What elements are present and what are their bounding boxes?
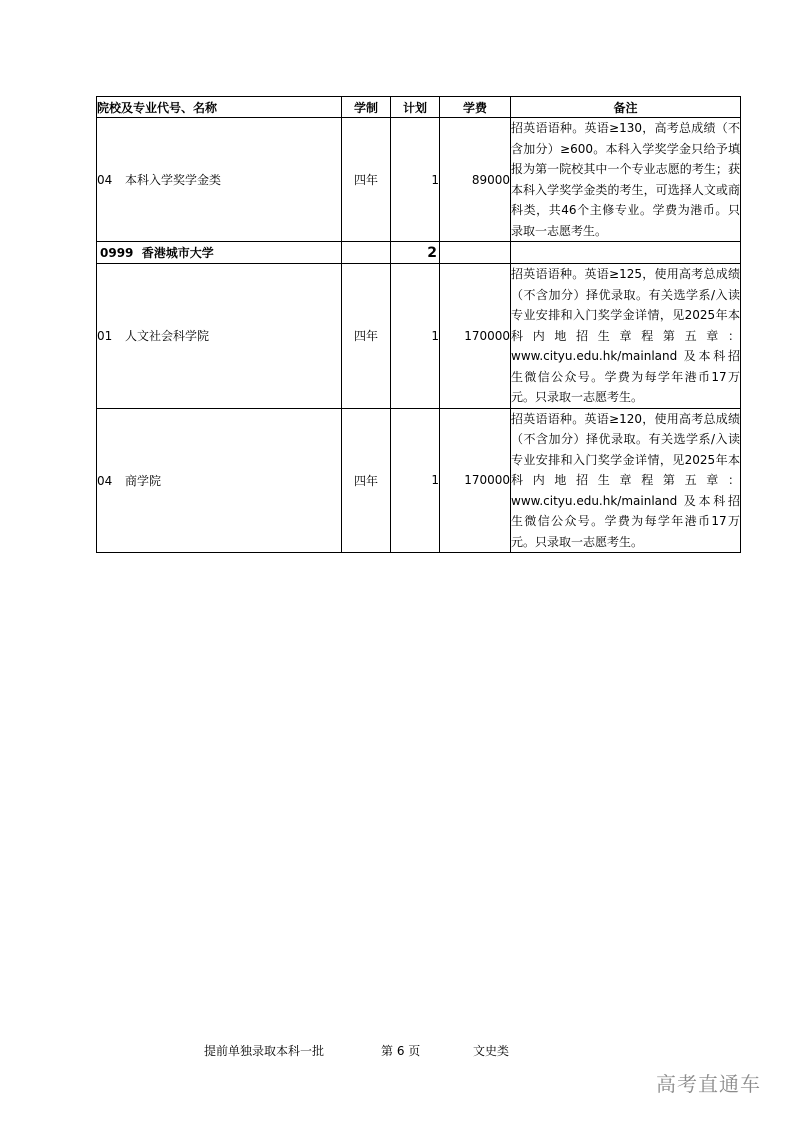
fee-cell: 89000 [440,118,511,242]
fee-cell: 170000 [440,408,511,553]
school-duration-cell [342,242,391,264]
footer-batch: 提前单独录取本科一批 [204,1044,325,1058]
watermark: 高考直通车 [656,1072,761,1096]
school-row [97,242,741,264]
major-name-cell [97,264,342,409]
admission-table [96,96,741,553]
notes-cell: 招英语语种。英语≥125，使用高考总成绩（不含加分）择优录取。有关选学系/入读专业安排和入门奖学金详情，见2025年本科内地招生章程第五章：www.cityu.edu.hk/mainland 及本科招生微信公众号。学费为每学年港币17万元。只录取一志愿考生。 [511,264,741,409]
header-plan: 计划 [391,97,440,118]
table-header-row [97,97,741,118]
major-name: 人文社会科学院 [125,329,210,344]
school-code: 0999 [100,246,134,260]
header-notes: 备注 [511,97,741,118]
notes-cell: 招英语语种。英语≥130，高考总成绩（不含加分）≥600。本科入学奖学金只给予填报为第一院校其中一个专业志愿的考生；获本科入学奖学金类的考生，可选择人文或商科类，共46个主修专业。学费为港币。只录取一志愿考生。 [511,118,741,242]
major-name-cell [97,408,342,553]
footer-page-number: 第 6 页 [381,1044,421,1058]
footer-category: 文史类 [473,1044,510,1058]
major-name-cell [97,118,342,242]
school-name-cell [97,242,342,264]
school-fee-cell [440,242,511,264]
major-name: 本科入学奖学金类 [125,173,222,187]
header-fee: 学费 [440,97,511,118]
major-code: 01 [97,329,113,344]
plan-cell: 1 [391,264,440,409]
table-row [97,408,741,553]
header-name: 院校及专业代号、名称 [97,97,342,118]
plan-cell: 1 [391,118,440,242]
major-code: 04 [97,173,113,187]
major-code: 04 [97,473,113,488]
duration-cell: 四年 [342,264,391,409]
school-notes-cell [511,242,741,264]
table-row [97,264,741,409]
header-duration: 学制 [342,97,391,118]
duration-cell: 四年 [342,118,391,242]
school-plan-cell: 2 [391,242,440,264]
fee-cell: 170000 [440,264,511,409]
major-name: 商学院 [125,473,162,488]
table-row [97,118,741,242]
school-name: 香港城市大学 [141,246,214,260]
notes-cell: 招英语语种。英语≥120，使用高考总成绩（不含加分）择优录取。有关选学系/入读专业安排和入门奖学金详情，见2025年本科内地招生章程第五章：www.cityu.edu.hk/mainland 及本科招生微信公众号。学费为每学年港币17万元。只录取一志愿考生。 [511,408,741,553]
duration-cell: 四年 [342,408,391,553]
plan-cell: 1 [391,408,440,553]
